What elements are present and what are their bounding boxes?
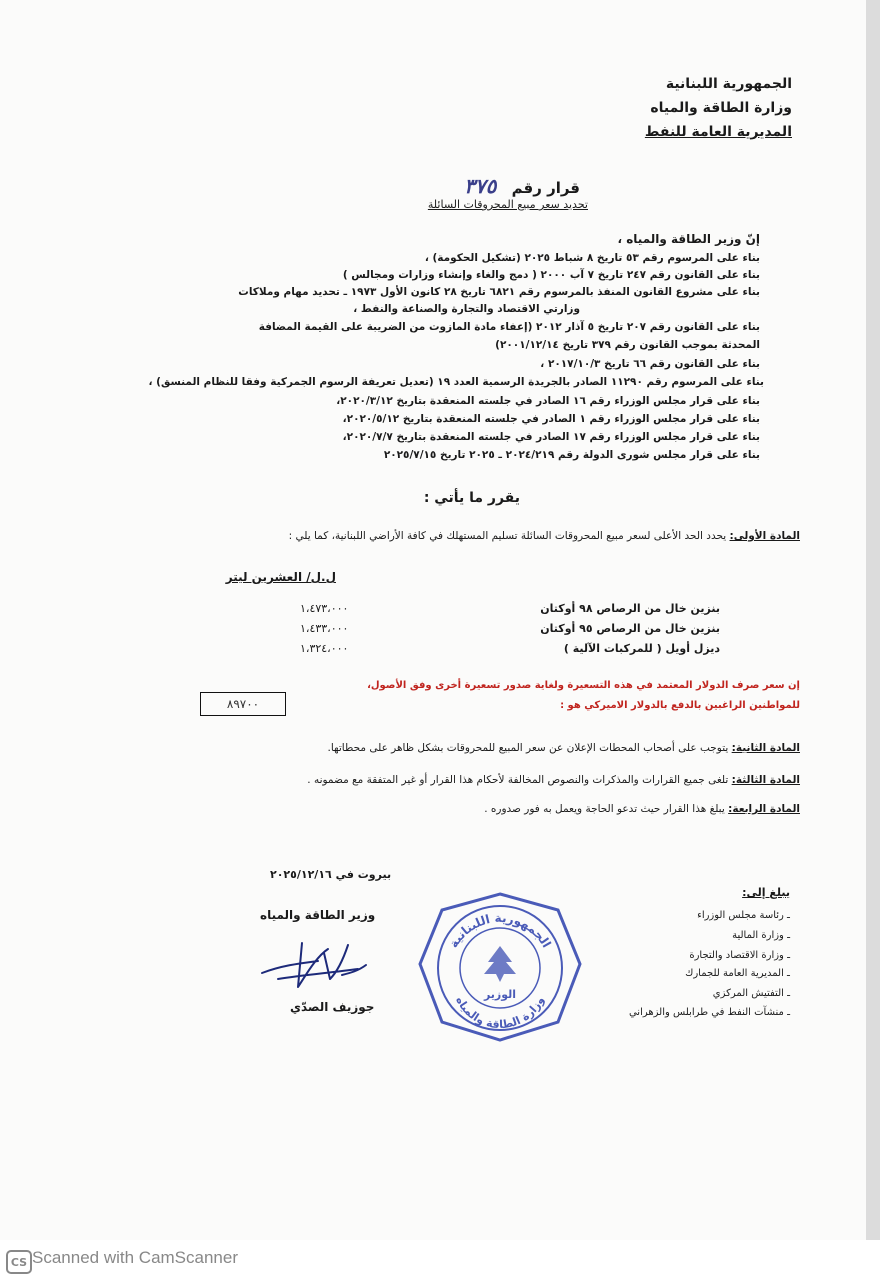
header-republic: الجمهورية اللبنانية: [665, 76, 792, 92]
preamble-line: بناء على مشروع القانون المنفذ بالمرسوم رقم ٦٨٢١ تاريخ ٢٨ كانون الأول ١٩٧٣ ـ تحديد مهام وملاكات: [238, 286, 760, 298]
price-row-value: ١،٤٧٣،٠٠٠: [300, 602, 349, 615]
exchange-note-usd: للمواطنين الراغبين بالدفع بالدولار الاميركي هو :: [560, 700, 800, 711]
preamble-line: بناء على القانون رقم ٢٤٧ تاريخ ٧ آب ٢٠٠٠ ( دمج والغاء وإنشاء وزارات ومجالس ): [342, 269, 760, 281]
decision-title: [464, 174, 580, 198]
distribution-item: ـ وزارة الاقتصاد والتجارة: [689, 950, 790, 961]
preamble-line: بناء على القانون رقم ٦٦ تاريخ ٢٠١٧/١٠/٣ ،: [540, 358, 760, 370]
place-date: بيروت في ٢٠٢٥/١٢/١٦: [270, 868, 392, 881]
article-3-label: المادة الثالثة:: [731, 774, 800, 786]
decision-label: قرار رقم: [511, 179, 580, 197]
minister-name: جوزيف الصدّي: [290, 1000, 375, 1014]
distribution-item: ـ منشآت النفط في طرابلس والزهراني: [628, 1007, 790, 1018]
preamble-line: بناء على قرار مجلس الوزراء رقم ١٧ الصادر في جلسته المنعقدة بتاريخ ٢٠٢٠/٧/٧،: [342, 431, 760, 443]
distribution-item: ـ وزارة المالية: [732, 930, 790, 941]
preamble-line: المحدثة بموجب القانون رقم ٣٧٩ تاريخ ٢٠٠١/١٢/١٤): [495, 339, 760, 351]
article-3-text: تلغى جميع القرارات والمذكرات والنصوص المخالفة لأحكام هذا القرار أو غير المتفقة مع مضمونه .: [307, 774, 729, 786]
camscanner-watermark: Scanned with CamScanner: [32, 1248, 239, 1267]
price-row-value: ١،٤٣٣،٠٠٠: [300, 622, 349, 635]
distribution-item: ـ رئاسة مجلس الوزراء: [697, 910, 790, 921]
preamble-line: وزارتي الاقتصاد والتجارة والصناعة والنفط ،: [353, 303, 580, 315]
decides-heading: يقرر ما يأتي :: [423, 490, 520, 506]
distribution-item: ـ التفتيش المركزي: [712, 988, 790, 999]
page-edge: [866, 0, 880, 1240]
preamble-line: بناء على القانون رقم ٢٠٧ تاريخ ٥ آذار ٢٠١٢ (إعفاء مادة المازوت من الضريبة على القيمة المضافة: [258, 321, 760, 333]
decision-number: ٣٧٥: [464, 174, 497, 198]
stamp-bottom-text: وزارة الطاقة والمياه: [453, 994, 547, 1032]
camscanner-logo-icon: CS: [6, 1250, 32, 1274]
handwritten-signature: [258, 935, 378, 995]
preamble-line: بناء على قرار مجلس الوزراء رقم ١ الصادر في جلسته المنعقدة بتاريخ ٢٠٢٠/٥/١٢،: [342, 413, 760, 425]
preamble-line: بناء على المرسوم رقم ٥٣ تاريخ ٨ شباط ٢٠٢٥ (تشكيل الحكومة) ،: [424, 252, 760, 264]
article-1-text: يحدد الحد الأعلى لسعر مبيع المحروقات السائلة تسليم المستهلك في كافة الأراضي اللبنانية، كما يلي :: [288, 530, 727, 542]
article-4: [484, 803, 800, 815]
article-1-label: المادة الأولى:: [729, 530, 800, 542]
header-directorate: المديرية العامة للنفط: [644, 124, 792, 140]
header-ministry: وزارة الطاقة والمياه: [650, 100, 792, 116]
stamp-top-text: الجمهورية اللبنانية: [446, 910, 554, 951]
article-4-text: يبلغ هذا القرار حيث تدعو الحاجة ويعمل به فور صدوره .: [484, 803, 725, 815]
article-4-label: المادة الرابعة:: [728, 803, 800, 815]
exchange-rate-box: ٨٩٧٠٠: [200, 692, 286, 716]
distribution-heading: يبلغ إلى:: [742, 886, 790, 899]
cedar-emblem-icon: [484, 946, 516, 982]
minister-title: وزير الطاقة والمياه: [260, 908, 376, 922]
article-2-label: المادة الثانية:: [731, 742, 800, 754]
preamble-line: بناء على قرار مجلس الوزراء رقم ١٦ الصادر في جلسته المنعقدة بتاريخ ٢٠٢٠/٣/١٢،: [336, 395, 760, 407]
price-row-value: ١،٣٢٤،٠٠٠: [300, 642, 349, 655]
distribution-item: ـ المديرية العامة للجمارك: [685, 968, 790, 979]
decision-subject: تحديد سعر مبيع المحروقات السائلة: [427, 198, 588, 211]
price-row-name: بنزين خال من الرصاص ٩٥ أوكتان: [540, 622, 720, 635]
price-unit-header: ل.ل/ العشرين ليتر: [225, 570, 336, 584]
preamble-line: بناء على قرار مجلس شورى الدولة رقم ٢٠٢٤/٢١٩ ـ ٢٠٢٥ تاريخ ٢٠٢٥/٧/١٥: [383, 449, 760, 461]
article-1: [289, 530, 800, 542]
price-row-name: بنزين خال من الرصاص ٩٨ أوكتان: [540, 602, 720, 615]
article-2-text: يتوجب على أصحاب المحطات الإعلان عن سعر المبيع للمحروقات بشكل ظاهر على محطاتها.: [327, 742, 729, 754]
article-2: [327, 742, 800, 754]
ministry-stamp: [408, 888, 592, 1048]
article-3: [307, 774, 800, 786]
stamp-middle-text: الوزير: [483, 988, 517, 1001]
preamble-line: بناء على المرسوم رقم ١١٢٩٠ الصادر بالجريدة الرسمية العدد ١٩ (تعديل تعريفة الرسوم الجمركية وفقا للنظام المنسق) ،: [148, 376, 764, 388]
minister-statement: إنّ وزير الطاقة والمياه ،: [617, 232, 760, 246]
price-row-name: ديزل أويل ( للمركبات الآلية ): [563, 642, 720, 655]
exchange-note: إن سعر صرف الدولار المعتمد في هذه التسعيرة ولغاية صدور تسعيرة أخرى وفق الأصول،: [367, 680, 800, 691]
